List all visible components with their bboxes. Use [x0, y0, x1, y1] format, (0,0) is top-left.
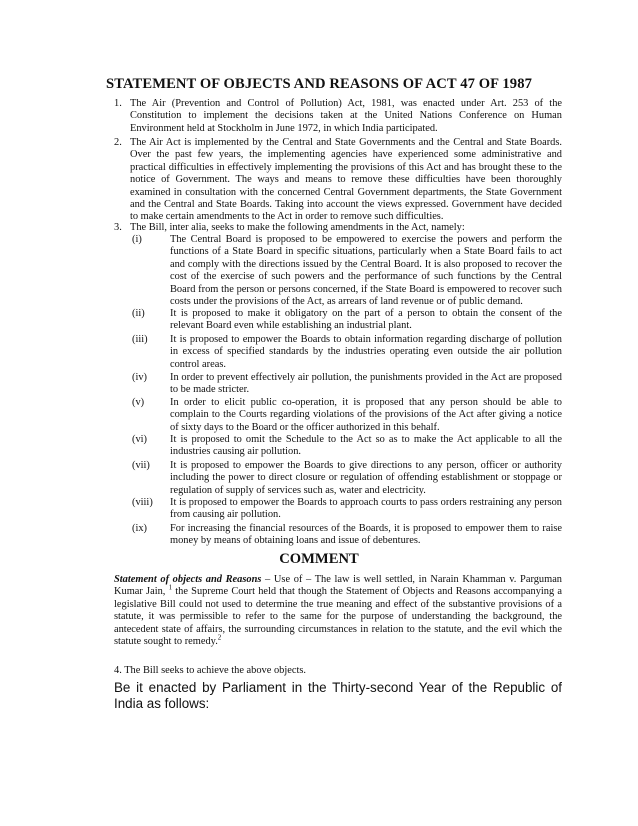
subitem-label: (i) — [132, 234, 142, 245]
subitem-label: (viii) — [132, 497, 153, 508]
subitem-text: It is proposed to empower the Boards to obtain information regarding discharge of pollution in excess of specified standards by the industries operating even outside the air pollution control areas. — [170, 334, 562, 370]
subitem-label: (vi) — [132, 434, 148, 445]
subitem-label: (ix) — [132, 523, 148, 534]
page-title: STATEMENT OF OBJECTS AND REASONS OF ACT 47 OF 1987 — [106, 76, 532, 92]
enactment-clause: Be it enacted by Parliament in the Thirty-second Year of the Republic of India as follows: — [114, 680, 562, 711]
comment-text: – Use of – The law is well settled, in Narain Khamman v. Parguman Kumar Jain, — [114, 574, 562, 598]
subitem-text: It is proposed to empower the Boards to give directions to any person, officer or authority including the power to direct closure or regulation of offending establishment or stoppage or regulation of supply of services such as, water and electricity. — [170, 460, 562, 496]
item-number: 3. — [114, 222, 122, 233]
item-number: 2. — [114, 137, 122, 148]
subitem-text: In order to prevent effectively air pollution, the punishments provided in the Act are proposed to be made stricter. — [170, 372, 562, 396]
subitem-label: (iii) — [132, 334, 148, 345]
item-text: The Air Act is implemented by the Central and State Governments and the Central and State Boards. Over the past few years, the implementing agencies have experienced some administrative and practical difficulties in effectively implementing the provisions of this Act and has brought these to the notice of Government. The ways and means to remove these difficulties have been thoroughly examined in consultation with the concerned Central Government departments, the State Government and the Central and State Boards. Taking into account the views expressed. Government have decided to make certain amendments to the Act in order to remove such difficulties. — [130, 137, 562, 223]
bill-objects-line: 4. The Bill seeks to achieve the above objects. — [114, 665, 306, 676]
subitem-text: It is proposed to omit the Schedule to the Act so as to make the Act applicable to all the industries causing air pollution. — [170, 434, 562, 458]
subitem-text: It is proposed to empower the Boards to approach courts to pass orders restraining any person from causing air pollution. — [170, 497, 562, 521]
comment-text: the Supreme Court held that though the Statement of Objects and Reasons accompanying a legislative Bill could not used to determine the true meaning and effect of the substantive provisions of a statute, it was permissible to refer to the same for the purpose of understanding the background, the antecedent state of affairs, the surrounding circumstances in relation to the statute, and the evil which the statute sought to remedy. — [114, 586, 562, 648]
subitem-label: (ii) — [132, 308, 145, 319]
item-text: The Bill, inter alia, seeks to make the following amendments in the Act, namely: — [130, 222, 465, 233]
comment-heading: COMMENT — [279, 551, 359, 567]
subitem-label: (iv) — [132, 372, 148, 383]
footnote-ref: 1 — [168, 583, 173, 592]
comment-body — [114, 574, 562, 648]
comment-lead: Statement of objects and Reasons — [114, 574, 262, 585]
subitem-text: In order to elicit public co-operation, it is proposed that any person should be able to complain to the Courts regarding violations of the provisions of the Act after giving a notice of sixty days to the Board or the officer authorized in this behalf. — [170, 397, 562, 433]
subitem-text: It is proposed to make it obligatory on the part of a person to obtain the consent of the relevant Board even while establishing an industrial plant. — [170, 308, 562, 332]
item-number: 1. — [114, 98, 122, 109]
subitem-text: The Central Board is proposed to be empowered to exercise the powers and perform the functions of a State Board in specific situations, particularly when a State Board fails to act and comply with the directions issued by the Central Board. It is also proposed to recover the cost of the exercise of such powers and the performance of such functions by the Central Board from the person or persons concerned, if the State Board is empowered to recover such costs under the provisions of the Act, as arrears of land revenue or of public demand. — [170, 234, 562, 308]
item-text: The Air (Prevention and Control of Pollution) Act, 1981, was enacted under Art. 253 of the Constitution to implement the decisions taken at the United Nations Conference on Human Environment held at Stockholm in June 1972, in which India participated. — [130, 98, 562, 134]
subitem-label: (v) — [132, 397, 145, 408]
subitem-text: For increasing the financial resources of the Boards, it is proposed to empower them to raise money by means of obtaining loans and issue of debentures. — [170, 523, 562, 547]
footnote-ref: 2 — [217, 633, 222, 642]
subitem-label: (vii) — [132, 460, 150, 471]
